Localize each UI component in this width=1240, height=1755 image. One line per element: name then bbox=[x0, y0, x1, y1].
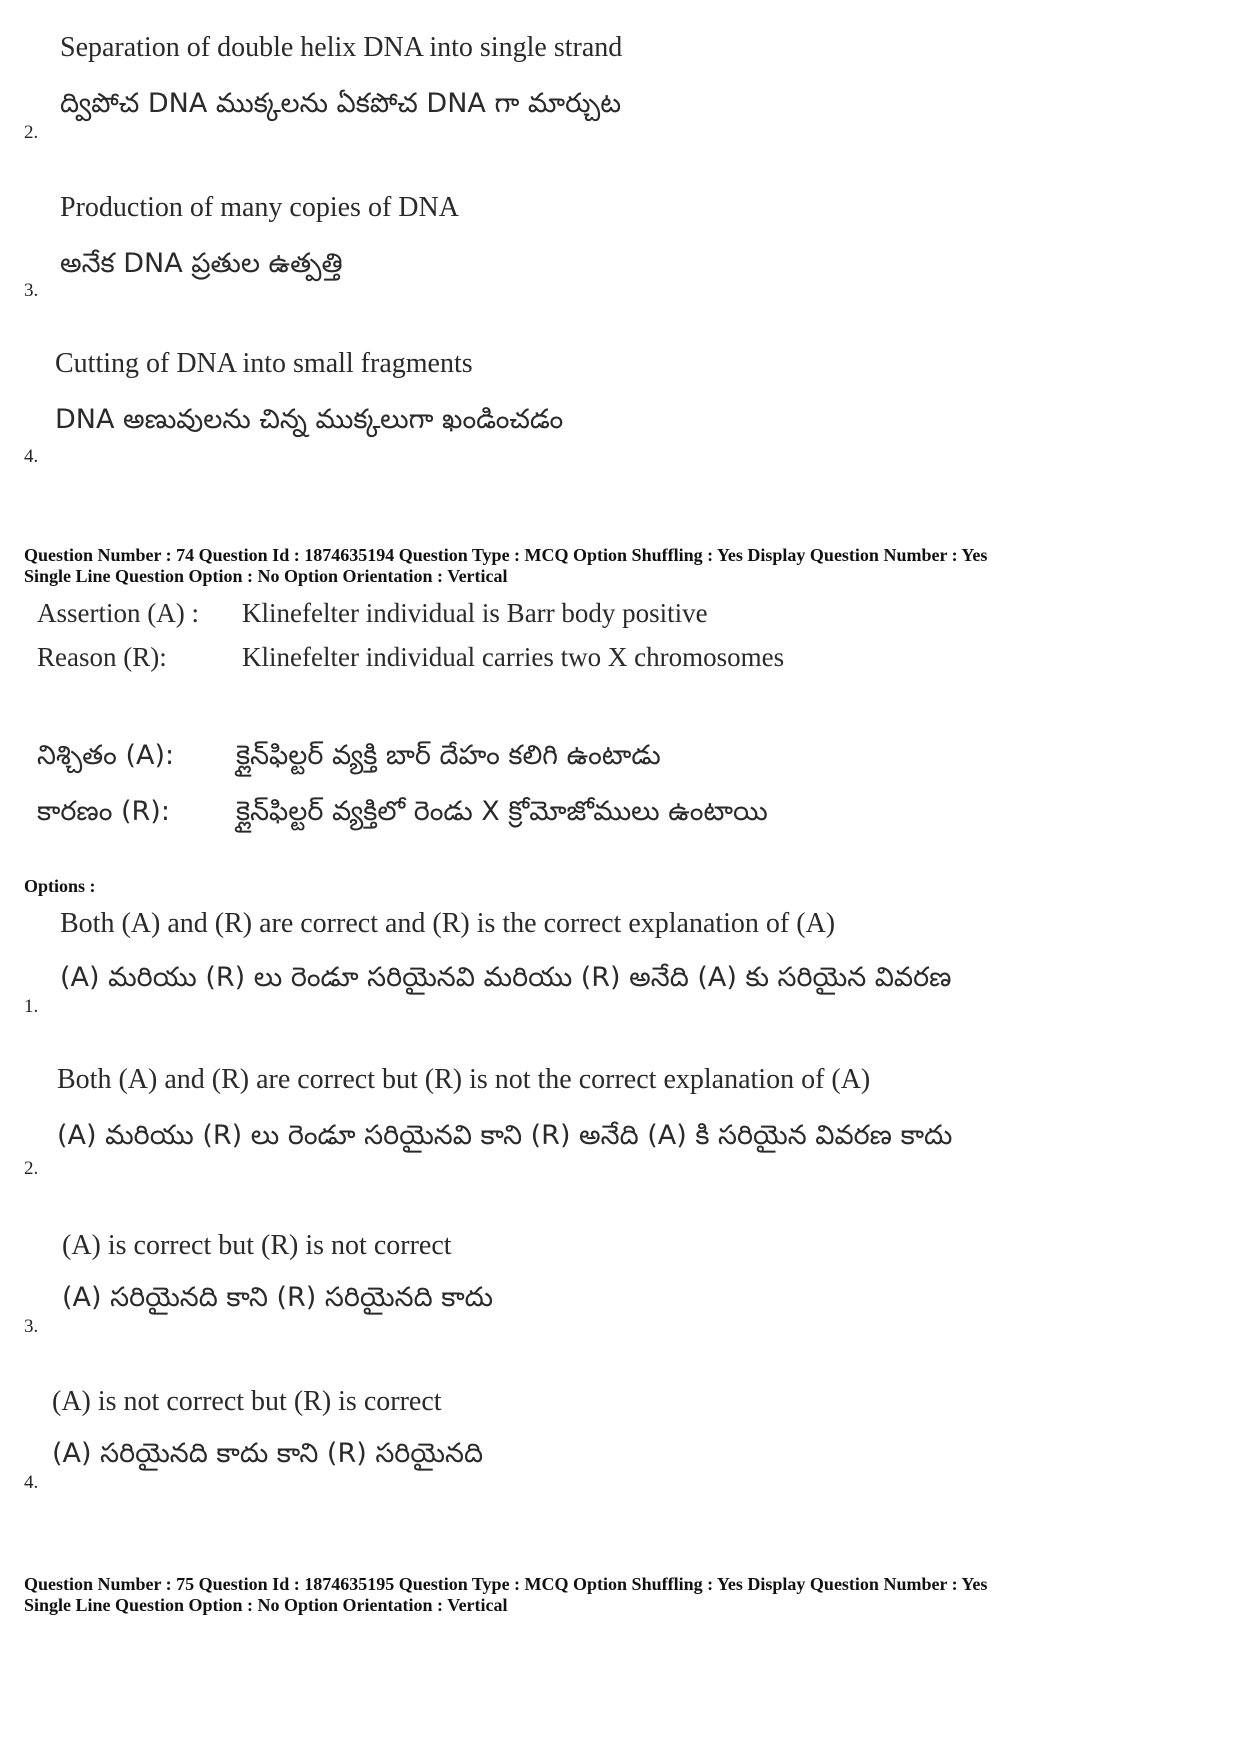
q74-option-2-telugu: (A) మరియు (R) లు రెండూ సరియైనవి కాని (R) అనేది (A) కి సరియైన వివరణ కాదు bbox=[57, 1120, 953, 1151]
te-assertion-label: నిశ్చితం (A): bbox=[37, 740, 175, 771]
prev-option-2-number: 2. bbox=[24, 122, 39, 143]
options-label: Options : bbox=[24, 876, 96, 896]
te-assertion-text: క్లైన్‌ఫిల్టర్ వ్యక్తి బార్ దేహం కలిగి ఉంటాడు bbox=[236, 740, 661, 771]
q75-meta-line-2: Single Line Question Option : No Option Orientation : Vertical bbox=[24, 1595, 508, 1615]
reason-text: Klinefelter individual carries two X chromosomes bbox=[242, 642, 785, 672]
q74-option-3-english: (A) is correct but (R) is not correct bbox=[62, 1230, 452, 1261]
reason-label: Reason (R): bbox=[37, 642, 167, 672]
q74-option-1-telugu: (A) మరియు (R) లు రెండూ సరియైనవి మరియు (R) అనేది (A) కు సరియైన వివరణ bbox=[60, 962, 952, 993]
q74-option-1-english: Both (A) and (R) are correct and (R) is the correct explanation of (A) bbox=[60, 908, 836, 939]
q74-option-4-english: (A) is not correct but (R) is correct bbox=[52, 1386, 442, 1417]
q74-option-1-number: 1. bbox=[24, 996, 39, 1017]
prev-option-3-number: 3. bbox=[24, 280, 39, 301]
q74-option-3-number: 3. bbox=[24, 1316, 39, 1337]
q74-meta-line-2: Single Line Question Option : No Option Orientation : Vertical bbox=[24, 566, 508, 586]
q74-option-4-number: 4. bbox=[24, 1472, 39, 1493]
q74-meta-line-1: Question Number : 74 Question Id : 1874635194 Question Type : MCQ Option Shuffling : Yes Display Question Number : Yes bbox=[24, 545, 988, 565]
te-reason-label: కారణం (R): bbox=[37, 796, 170, 827]
prev-option-4-english: Cutting of DNA into small fragments bbox=[55, 348, 473, 379]
q74-option-3-telugu: (A) సరియైనది కాని (R) సరియైనది కాదు bbox=[62, 1282, 494, 1313]
q74-option-2-number: 2. bbox=[24, 1158, 39, 1179]
q74-option-2-english: Both (A) and (R) are correct but (R) is not the correct explanation of (A) bbox=[57, 1064, 871, 1095]
prev-option-3-english: Production of many copies of DNA bbox=[60, 192, 459, 223]
assertion-label: Assertion (A) : bbox=[37, 598, 199, 628]
prev-option-4-telugu: DNA అణువులను చిన్న ముక్కలుగా ఖండించడం bbox=[55, 404, 564, 435]
prev-option-3-telugu: అనేక DNA ప్రతుల ఉత్పత్తి bbox=[60, 248, 343, 279]
te-reason-text: క్లైన్‌ఫిల్టర్ వ్యక్తిలో రెండు X క్రోమోజోములు ఉంటాయి bbox=[236, 796, 768, 827]
prev-option-2-english: Separation of double helix DNA into single strand bbox=[60, 32, 623, 63]
assertion-text: Klinefelter individual is Barr body positive bbox=[242, 598, 708, 628]
q74-option-4-telugu: (A) సరియైనది కాదు కాని (R) సరియైనది bbox=[52, 1438, 484, 1469]
prev-option-4-number: 4. bbox=[24, 446, 39, 467]
prev-option-2-telugu: ద్విపోచ DNA ముక్కలను ఏకపోచ DNA గా మార్చుట bbox=[60, 88, 622, 119]
q75-meta-line-1: Question Number : 75 Question Id : 1874635195 Question Type : MCQ Option Shuffling : Yes Display Question Number : Yes bbox=[24, 1574, 988, 1594]
